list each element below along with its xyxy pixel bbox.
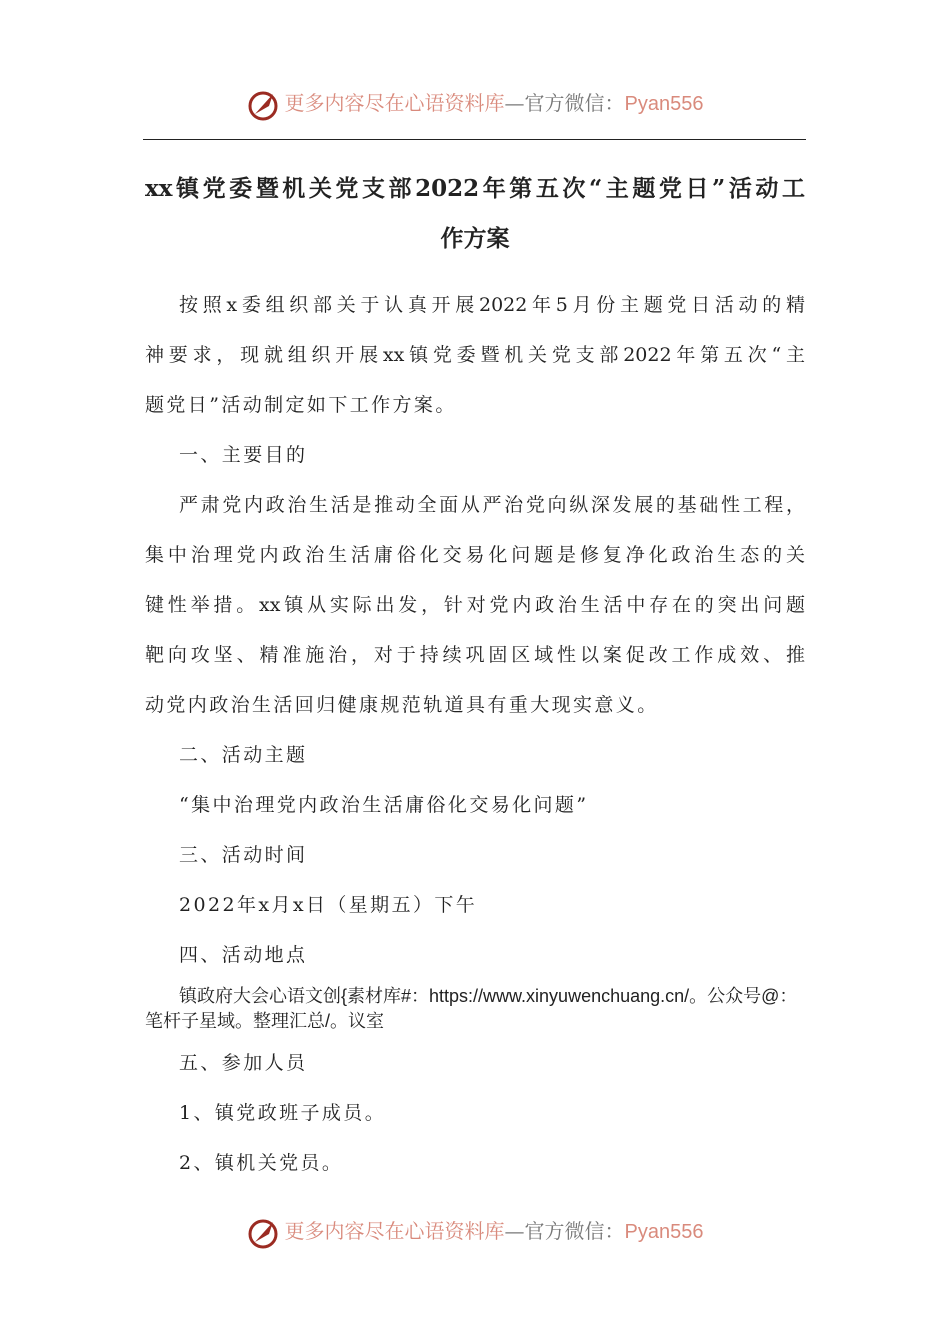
source-note-line: 笔杆子星域。整理汇总/。议室 xyxy=(145,1011,384,1031)
footer-watermark-banner xyxy=(0,1211,950,1251)
paragraph-line: 题党日”活动制定如下工作方案。 xyxy=(145,394,457,416)
document-body xyxy=(145,280,805,1188)
paragraph xyxy=(145,430,805,480)
paragraph-line: 动党内政治生活回归健康规范轨道具有重大现实意义。 xyxy=(145,694,659,716)
paragraph xyxy=(145,1138,805,1188)
banner-text: 更多内容尽在心语资料库 xyxy=(284,1219,505,1243)
header-divider xyxy=(143,139,806,140)
banner-wechat-id: Pyan556 xyxy=(624,1221,704,1243)
paragraph-line: 键性举措。xx镇从实际出发，针对党内政治生活中存在的突出问题 xyxy=(145,594,805,616)
paragraph xyxy=(145,880,805,930)
paragraph-line: 按照x委组织部关于认真开展2022年5月份主题党日活动的精 xyxy=(179,294,805,316)
document-title xyxy=(145,164,805,264)
banner-wechat-id: Pyan556 xyxy=(624,93,704,115)
paragraph-line: 一、主要目的 xyxy=(179,444,308,466)
title-line: 作方案 xyxy=(440,225,510,252)
paragraph xyxy=(145,280,805,430)
paragraph-line: 2022年x月x日（星期五）下午 xyxy=(179,894,478,916)
header-watermark-banner xyxy=(0,83,950,123)
paragraph xyxy=(145,730,805,780)
paragraph-line: 三、活动时间 xyxy=(179,844,308,866)
quill-logo-icon xyxy=(247,1216,281,1250)
paragraph-line: 靶向攻坚、精准施治，对于持续巩固区域性以案促改工作成效、推 xyxy=(145,644,805,666)
paragraph-line: 四、活动地点 xyxy=(179,944,308,966)
banner-wechat-label: —官方微信： xyxy=(504,91,625,115)
title-line: xx镇党委暨机关党支部2022年第五次“主题党日”活动工 xyxy=(145,175,805,202)
paragraph-line: 1、镇党政班子成员。 xyxy=(179,1102,387,1124)
banner-text: 更多内容尽在心语资料库 xyxy=(284,91,505,115)
source-note xyxy=(145,984,805,1009)
paragraph-line: 神要求，现就组织开展xx镇党委暨机关党支部2022年第五次“主 xyxy=(145,344,805,366)
paragraph-line: “集中治理党内政治生活庸俗化交易化问题” xyxy=(179,794,589,816)
paragraph xyxy=(145,1088,805,1138)
paragraph xyxy=(145,480,805,730)
paragraph-line: 集中治理党内政治生活庸俗化交易化问题是修复净化政治生态的关 xyxy=(145,544,805,566)
paragraph xyxy=(145,780,805,830)
paragraph-line: 五、参加人员 xyxy=(179,1052,308,1074)
quill-logo-icon xyxy=(247,88,281,122)
paragraph-line: 二、活动主题 xyxy=(179,744,308,766)
banner-wechat-label: —官方微信： xyxy=(504,1219,625,1243)
paragraph xyxy=(145,930,805,980)
paragraph-line: 2、镇机关党员。 xyxy=(179,1152,344,1174)
paragraph-line: 严肃党内政治生活是推动全面从严治党向纵深发展的基础性工程， xyxy=(179,494,805,516)
paragraph xyxy=(145,1038,805,1088)
source-note-line: 镇政府大会心语文创{素材库#：https://www.xinyuwenchuang.cn/。公众号@： xyxy=(179,986,798,1006)
paragraph xyxy=(145,830,805,880)
